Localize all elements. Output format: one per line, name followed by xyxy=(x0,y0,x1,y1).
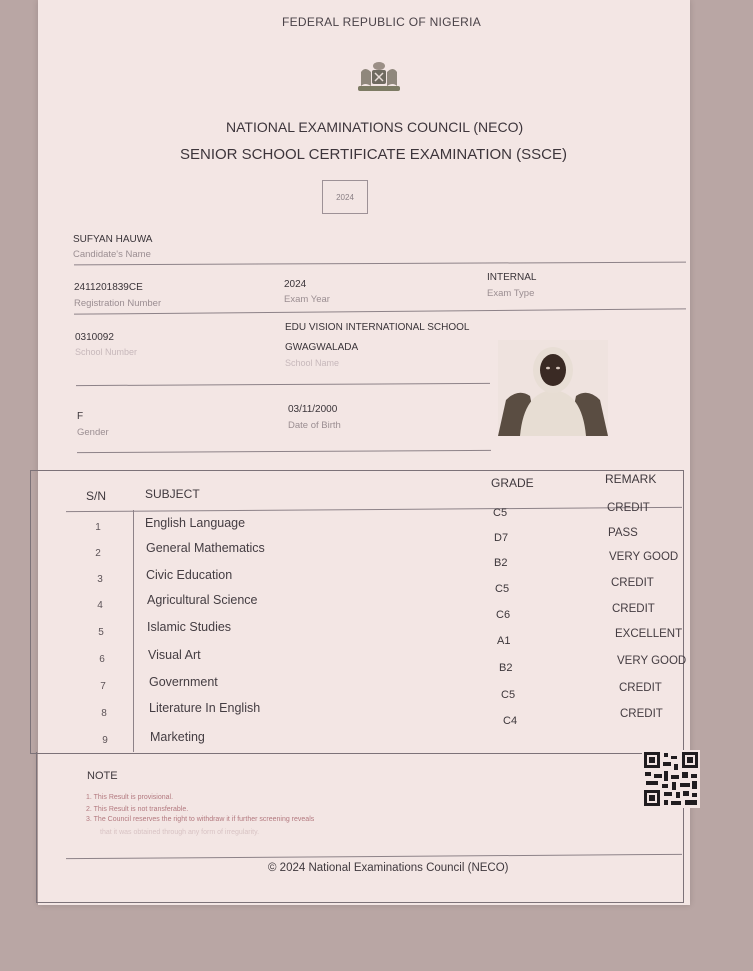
school-number-label: School Number xyxy=(75,347,138,357)
row-sn: 6 xyxy=(99,654,105,665)
row-grade: C4 xyxy=(503,715,518,727)
note-title: NOTE xyxy=(87,770,118,782)
results-table xyxy=(30,470,687,754)
header-grade: GRADE xyxy=(491,476,534,490)
note-line: 2. This Result is not transferable. xyxy=(86,806,189,813)
council-title: NATIONAL EXAMINATIONS COUNCIL (NECO) xyxy=(226,119,524,135)
row-sn: 8 xyxy=(101,708,107,719)
school-name-line2: GWAGWALADA xyxy=(285,342,359,353)
row-grade: C5 xyxy=(493,507,508,519)
row-remark: EXCELLENT xyxy=(615,628,683,640)
row-grade: B2 xyxy=(494,557,508,569)
row-remark: CREDIT xyxy=(607,502,650,514)
row-sn: 4 xyxy=(97,600,103,611)
row-sn: 9 xyxy=(102,735,108,746)
row-sn: 3 xyxy=(97,574,103,585)
row-grade: C6 xyxy=(496,609,511,621)
exam-year: 2024 xyxy=(284,279,307,290)
row-remark: VERY GOOD xyxy=(617,655,687,667)
row-sn: 7 xyxy=(100,681,106,692)
row-grade: C5 xyxy=(501,689,516,701)
row-grade: C5 xyxy=(495,583,510,595)
row-sn: 2 xyxy=(95,548,101,559)
column-divider xyxy=(133,510,134,752)
exam-title: SENIOR SCHOOL CERTIFICATE EXAMINATION (SSCE) xyxy=(180,146,567,163)
row-subject: General Mathematics xyxy=(146,541,265,555)
date-of-birth: 03/11/2000 xyxy=(288,404,338,415)
copyright: © 2024 National Examinations Council (NECO) xyxy=(268,862,509,874)
republic-title: FEDERAL REPUBLIC OF NIGERIA xyxy=(282,15,482,29)
candidate-name: SUFYAN HAUWA xyxy=(73,234,153,245)
row-remark: VERY GOOD xyxy=(609,551,679,563)
row-sn: 1 xyxy=(95,522,101,533)
row-remark: CREDIT xyxy=(611,577,654,589)
row-remark: CREDIT xyxy=(619,682,662,694)
row-grade: A1 xyxy=(497,635,511,647)
registration-number: 2411201839CE xyxy=(74,282,143,293)
year-box: 2024 xyxy=(322,180,368,214)
exam-type-label: Exam Type xyxy=(487,288,535,299)
gender-label: Gender xyxy=(77,427,109,438)
gender: F xyxy=(77,411,84,422)
row-subject: Agricultural Science xyxy=(147,593,258,607)
header-sn: S/N xyxy=(86,489,107,503)
note-line: that it was obtained through any form of irregularity. xyxy=(100,829,260,836)
row-sn: 5 xyxy=(98,627,104,638)
row-subject: Government xyxy=(149,675,218,689)
row-remark: CREDIT xyxy=(620,708,663,720)
note-box xyxy=(36,752,684,903)
exam-year-label: Exam Year xyxy=(284,294,330,305)
row-grade: D7 xyxy=(494,532,509,544)
school-number: 0310092 xyxy=(75,332,114,343)
row-subject: Literature In English xyxy=(149,701,261,715)
row-remark: CREDIT xyxy=(612,603,655,615)
candidate-name-label: Candidate's Name xyxy=(73,249,151,260)
row-subject: Civic Education xyxy=(146,568,233,582)
row-subject: English Language xyxy=(145,516,246,530)
row-remark: PASS xyxy=(608,527,638,539)
header-remark: REMARK xyxy=(605,472,657,486)
coat-of-arms-icon xyxy=(353,58,405,94)
note-line: 1. This Result is provisional. xyxy=(86,794,174,801)
school-name-line1: EDU VISION INTERNATIONAL SCHOOL xyxy=(285,322,470,333)
row-grade: B2 xyxy=(499,662,513,674)
candidate-photo xyxy=(498,340,608,436)
qr-code-icon xyxy=(642,750,700,808)
row-subject: Islamic Studies xyxy=(147,620,232,634)
registration-number-label: Registration Number xyxy=(74,298,162,309)
exam-type: INTERNAL xyxy=(487,272,537,283)
header-subject: SUBJECT xyxy=(145,487,200,501)
note-line: 3. The Council reserves the right to withdraw it if further screening reveals xyxy=(86,816,315,823)
row-subject: Visual Art xyxy=(148,648,201,662)
row-subject: Marketing xyxy=(150,730,205,744)
date-of-birth-label: Date of Birth xyxy=(288,420,341,431)
school-name-label: School Name xyxy=(285,358,340,368)
